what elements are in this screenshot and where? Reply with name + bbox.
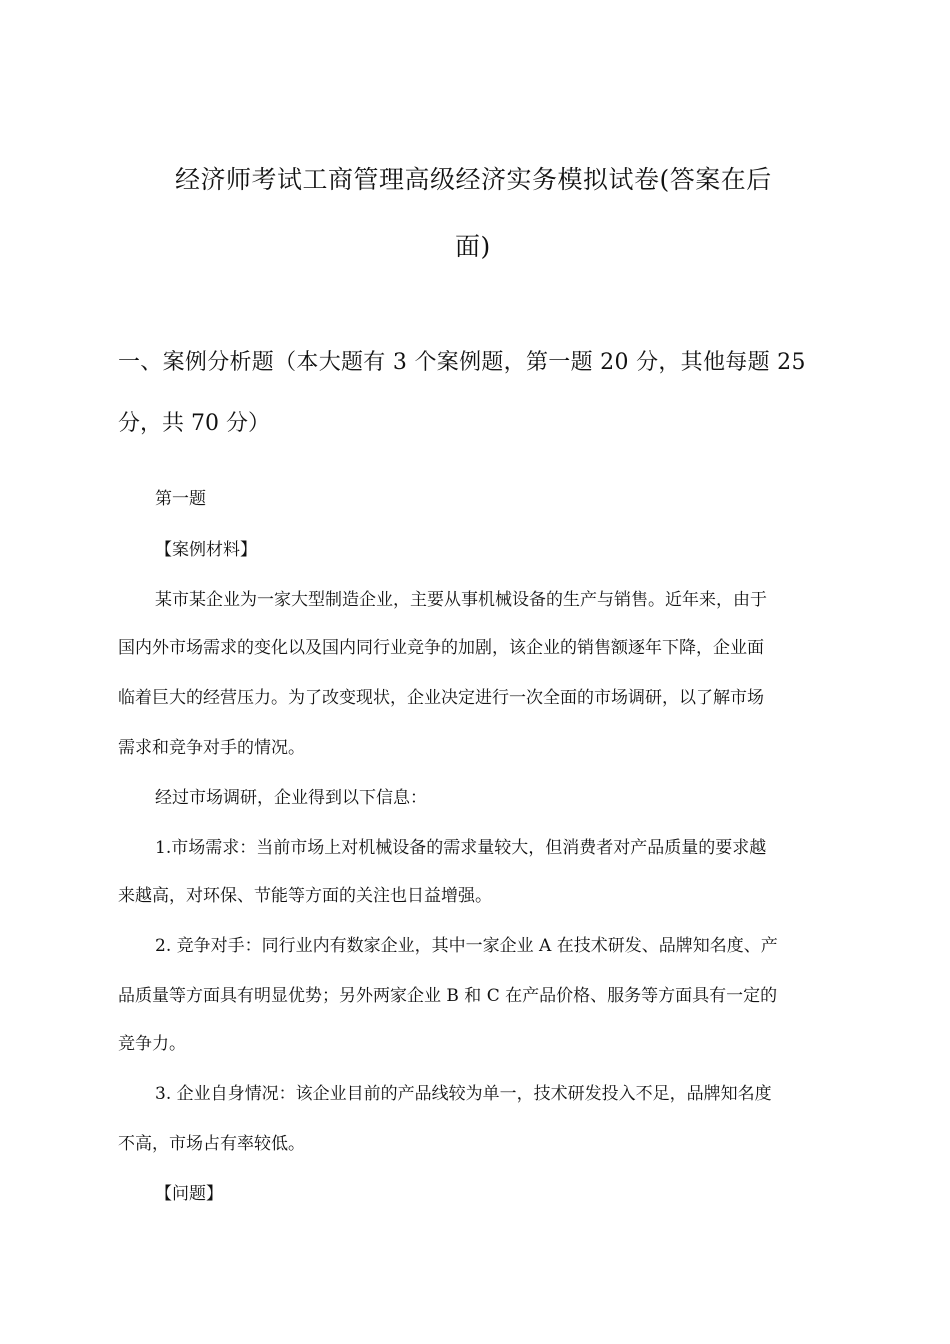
section-heading-line-2: 分，共 70 分） [118, 411, 270, 436]
list-item-line: 竞争力。 [118, 1034, 186, 1054]
question-heading: 第一题 [155, 489, 206, 509]
document-title-line-2: 面) [455, 232, 491, 261]
list-item-line: 来越高，对环保、节能等方面的关注也日益增强。 [118, 886, 492, 906]
list-item-line: 1.市场需求：当前市场上对机械设备的需求量较大，但消费者对产品质量的要求越 [155, 838, 767, 858]
paragraph-line: 需求和竞争对手的情况。 [118, 738, 305, 758]
list-item-line: 不高，市场占有率较低。 [118, 1134, 305, 1154]
section-heading-line-1: 一、案例分析题（本大题有 3 个案例题，第一题 20 分，其他每题 25 [118, 350, 806, 375]
case-material-label: 【案例材料】 [155, 540, 257, 560]
document-title-line-1: 经济师考试工商管理高级经济实务模拟试卷(答案在后 [175, 165, 772, 194]
list-item-line: 品质量等方面具有明显优势；另外两家企业 B 和 C 在产品价格、服务等方面具有一定的 [118, 986, 778, 1006]
paragraph-line: 某市某企业为一家大型制造企业，主要从事机械设备的生产与销售。近年来，由于 [155, 590, 767, 610]
paragraph-line: 临着巨大的经营压力。为了改变现状，企业决定进行一次全面的市场调研，以了解市场 [118, 688, 764, 708]
paragraph-line: 经过市场调研，企业得到以下信息： [155, 788, 427, 808]
paragraph-line: 国内外市场需求的变化以及国内同行业竞争的加剧，该企业的销售额逐年下降，企业面 [118, 638, 764, 658]
list-item-line: 2. 竞争对手：同行业内有数家企业，其中一家企业 A 在技术研发、品牌知名度、产 [155, 936, 778, 956]
question-label: 【问题】 [155, 1184, 223, 1204]
list-item-line: 3. 企业自身情况：该企业目前的产品线较为单一，技术研发投入不足，品牌知名度 [155, 1084, 772, 1104]
